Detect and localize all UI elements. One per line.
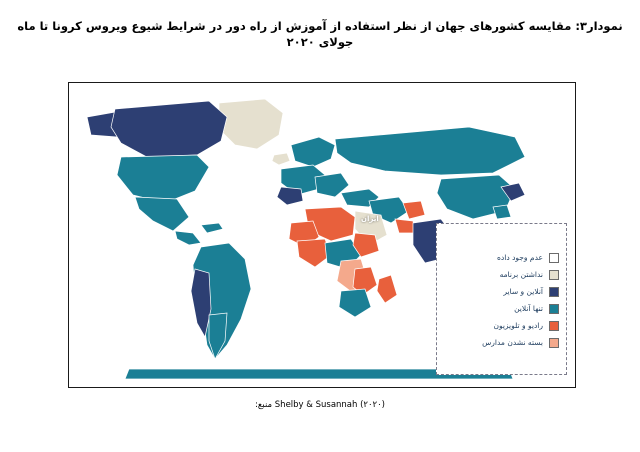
legend-swatch-no-data xyxy=(549,253,559,263)
legend-item-schools-open xyxy=(444,338,559,348)
legend-swatch-radio-tv xyxy=(549,321,559,331)
figure-source xyxy=(0,400,640,410)
source-label: منبع: xyxy=(255,400,273,410)
map-figure xyxy=(68,82,576,388)
map-legend xyxy=(436,223,567,375)
legend-item-no-program xyxy=(444,270,559,280)
legend-swatch-no-program xyxy=(549,270,559,280)
page-title: نمودار۳: مقایسه کشورهای جهان از نظر استفاده از آموزش از راه دور در شرایط شیوع ویروس کرونا تا ماه جولای ۲۰۲۰ xyxy=(17,19,623,50)
source-citation: Shelby & Susannah (۲۰۲۰) xyxy=(274,400,385,410)
legend-label-no-data: عدم وجود داده xyxy=(497,252,543,262)
legend-label-radio-tv: رادیو و تلویزیون xyxy=(493,320,543,330)
legend-label-schools-open: بسته نشدن مدارس xyxy=(482,337,543,347)
legend-item-no-data xyxy=(444,253,559,263)
legend-item-radio-tv xyxy=(444,321,559,331)
legend-swatch-schools-open xyxy=(549,338,559,348)
legend-label-online-and-other: آنلاین و سایر xyxy=(503,286,543,296)
legend-item-online-and-other xyxy=(444,287,559,297)
legend-label-online-only: تنها آنلاین xyxy=(514,303,543,313)
legend-swatch-online-and-other xyxy=(549,287,559,297)
legend-swatch-online-only xyxy=(549,304,559,314)
legend-item-online-only xyxy=(444,304,559,314)
legend-label-no-program: نداشتن برنامه xyxy=(499,269,543,279)
map-annotation-iran: ایران xyxy=(361,215,379,223)
